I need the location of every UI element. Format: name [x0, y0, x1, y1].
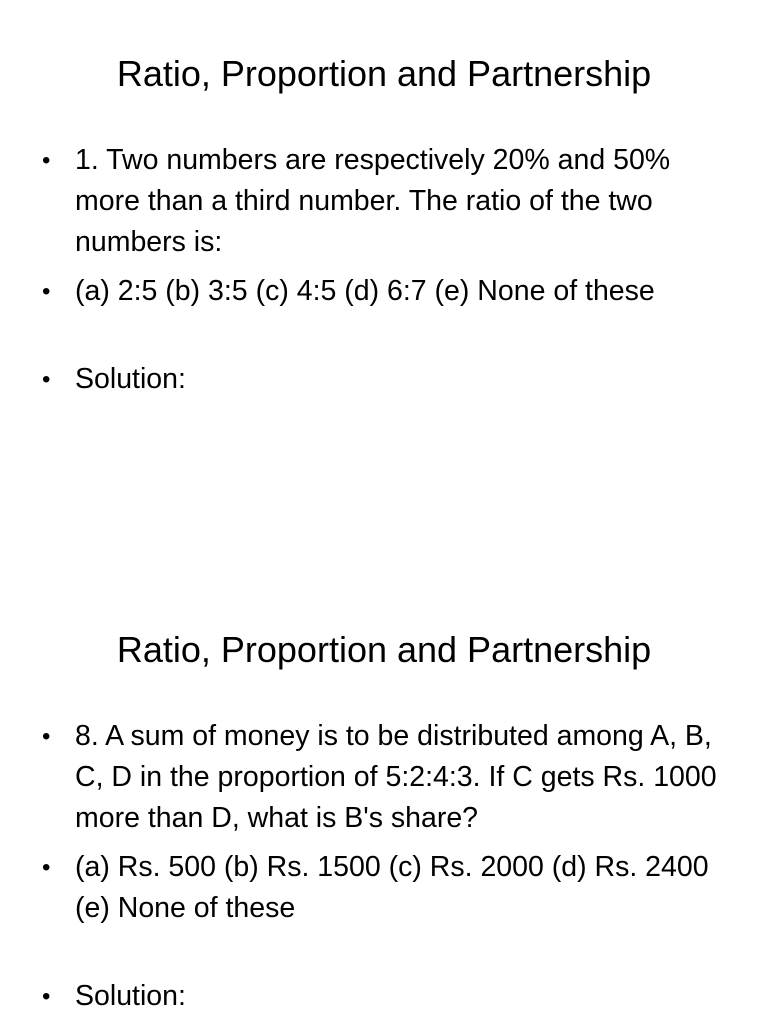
- slide-2: [0, 576, 768, 1024]
- answer-options-content: (a) 2:5 (b) 3:5 (c) 4:5 (d) 6:7 (e) None of these: [75, 275, 655, 307]
- bullet-dot-icon: •: [42, 854, 51, 881]
- answer-options: [40, 847, 730, 929]
- answer-options: [40, 271, 730, 312]
- question-text-content: 8. A sum of money is to be distributed among A, B, C, D in the proportion of 5:2:4:3. If C gets Rs. 1000 more than D, what is B's share?: [75, 720, 717, 834]
- solution-label: [40, 976, 730, 1017]
- answer-options-content: (a) Rs. 500 (b) Rs. 1500 (c) Rs. 2000 (d) Rs. 2400 (e) None of these: [75, 851, 709, 924]
- slide-title: Ratio, Proportion and Partnership: [116, 629, 652, 670]
- solution-label-content: Solution:: [75, 980, 186, 1012]
- question-text: [40, 716, 730, 839]
- bullet-list: [40, 716, 730, 1025]
- slide-title: Ratio, Proportion and Partnership: [116, 53, 652, 94]
- bullet-dot-icon: •: [42, 983, 51, 1010]
- bullet-list: [40, 140, 730, 408]
- solution-label-content: Solution:: [75, 363, 186, 395]
- bullet-dot-icon: •: [42, 147, 51, 174]
- question-text-content: 1. Two numbers are respectively 20% and 50% more than a third number. The ratio of the two numbers is:: [75, 144, 671, 258]
- question-text: [40, 140, 730, 263]
- bullet-dot-icon: •: [42, 723, 51, 750]
- bullet-dot-icon: •: [42, 278, 51, 305]
- solution-label: [40, 359, 730, 400]
- bullet-dot-icon: •: [42, 366, 51, 393]
